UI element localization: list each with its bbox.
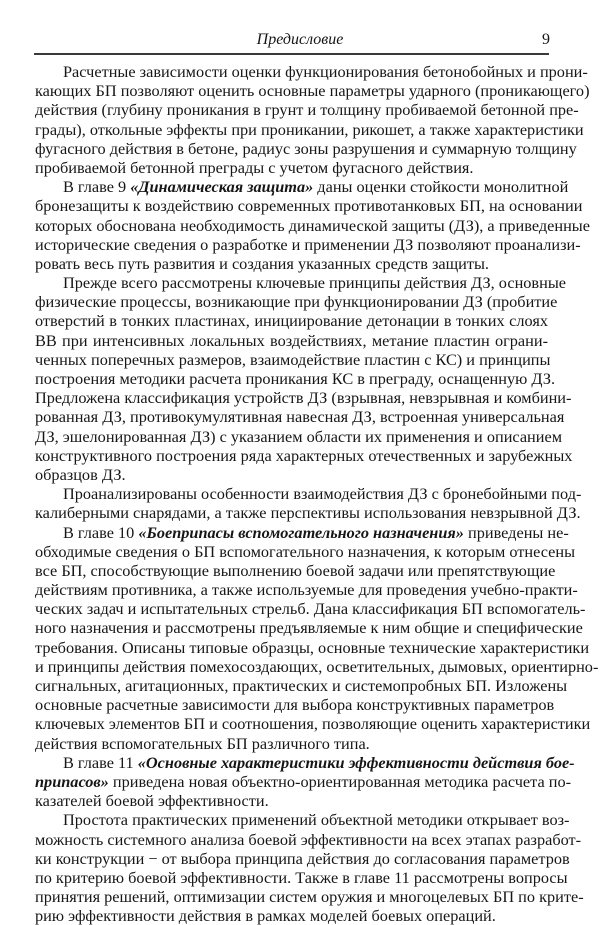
paragraph [35, 177, 590, 273]
text-segment: приведены не- [463, 522, 569, 542]
text-line [35, 580, 578, 600]
text-segment: Прежде всего рассмотрены ключевые принципы действия ДЗ, основные [63, 273, 567, 293]
text-line [35, 503, 581, 523]
text-segment: ческих задач и испытательных стрельб. Дана классификация БП вспомогатель- [35, 599, 586, 619]
text-segment: действиям противника, а также используемые для проведения учебно-практи- [35, 580, 578, 600]
text-line [35, 848, 570, 868]
header-rule [34, 53, 549, 55]
text-line [35, 292, 558, 312]
chapter-title: «Основные характеристики эффективности действия бое- [137, 752, 575, 772]
text-line [35, 829, 582, 849]
text-segment: Расчетные зависимости оценки функционирования бетонобойных и прони- [63, 62, 588, 81]
text-segment: требования. Описаны типовые образцы, основные технические характеристики [35, 637, 590, 657]
page-number: 9 [542, 31, 550, 48]
paragraph [35, 62, 590, 177]
header-title: Предисловие [256, 31, 344, 48]
text-line [35, 714, 591, 734]
chapter-title: «Динамическая защита» [130, 177, 314, 197]
text-line [35, 637, 590, 657]
text-segment: сигнальных, агитационных, практических и системопробных БП. Изложены [35, 676, 568, 695]
text-segment: пробиваемой бетонной преграды с учетом фугасного действия. [35, 157, 474, 177]
text-segment: В главе 9 [63, 177, 131, 197]
text-segment: образцов ДЗ. [35, 464, 126, 484]
text-line [35, 254, 548, 273]
paragraph [35, 810, 584, 925]
text-segment: ВВ при интенсивных локальных воздействиях, метание пластин ограни- [35, 330, 548, 350]
text-segment: конструктивного построения ряда характерных отечественных и зарубежных [35, 445, 573, 465]
text-segment: В главе 10 [63, 522, 139, 542]
text-line [35, 407, 565, 427]
paragraph [35, 273, 573, 484]
text-line [35, 465, 548, 484]
text-line [35, 445, 573, 465]
text-segment: Проанализированы особенности взаимодействия ДЗ с бронебойными под- [63, 484, 582, 504]
text-segment: обходимые сведения о БП вспомогательного назначения, к которым отнесены [35, 541, 576, 561]
text-segment: основные расчетные зависимости для выбора конструктивных параметров [35, 695, 555, 715]
text-line [35, 656, 599, 676]
text-line [35, 138, 577, 158]
text-segment: принятия решений, оптимизации систем оружия и многоцелевых БП по крите- [35, 887, 584, 907]
text-line [35, 887, 584, 907]
text-line [35, 81, 590, 101]
text-segment: Предложена классификация устройств ДЗ (взрывная, невзрывная и комбини- [35, 388, 572, 408]
text-segment: ключевых элементов БП и соотношения, позволяющие оценить характеристики [35, 714, 591, 734]
text-line [35, 369, 556, 388]
text-line [35, 867, 568, 887]
text-line [35, 388, 572, 408]
text-line [35, 215, 590, 235]
text-line [35, 560, 556, 580]
text-segment: можность системного анализа боевой эффективности на всех этапах разработ- [35, 829, 582, 849]
paragraph [35, 484, 582, 523]
text-line [35, 541, 576, 561]
text-segment: и принципы действия помехосоздающих, осветительных, дымовых, ориентирно- [35, 656, 599, 676]
text-line [35, 311, 548, 330]
text-segment: рованная ДЗ, противокумулятивная навесная ДЗ, встроенная универсальная [35, 407, 565, 427]
text-line [35, 62, 588, 81]
text-line [35, 791, 548, 810]
text-segment: рию эффективности действия в рамках моделей боевых операций. [35, 906, 496, 925]
text-segment: приведена новая объектно-ориентированная методика расчета по- [108, 771, 572, 791]
text-line [35, 331, 548, 350]
text-line [35, 906, 548, 925]
text-segment: ровать весь путь развития и создания указанных средств защиты. [35, 253, 490, 273]
text-line [35, 273, 567, 293]
text-segment: которых обоснована необходимость динамической защиты (ДЗ), а приведенные [35, 215, 590, 235]
page-body [35, 62, 599, 925]
text-line [35, 618, 583, 638]
text-line [35, 810, 570, 830]
text-segment: грады), откольные эффекты при проникании, рикошет, а также характеристики [35, 119, 584, 139]
text-line [35, 734, 548, 753]
text-line [35, 771, 572, 791]
text-segment: казателей боевой эффективности. [35, 791, 269, 811]
text-line [35, 599, 586, 619]
text-line [35, 676, 568, 695]
text-segment: ного назначения и рассмотрены предъявляемые к ним общие и специфические [35, 618, 583, 638]
text-segment: действия (глубину проникания в грунт и толщину пробиваемой бетонной пре- [35, 100, 579, 120]
text-line [35, 695, 555, 715]
text-segment: бронезащиты к воздействию современных противотанковых БП, на основании [35, 196, 583, 216]
text-segment: ченных поперечных размеров, взаимодействие пластин с КС) и принципы [35, 349, 551, 369]
text-segment: отверстий в тонких пластинах, инициирование детонации в тонких слоях [35, 311, 548, 331]
text-segment: фугасного действия в бетоне, радиус зоны разрушения и суммарную толщину [35, 138, 577, 158]
text-segment: калиберными снарядами, а также перспективы использования невзрывной ДЗ. [35, 503, 581, 523]
text-line [35, 522, 569, 542]
text-segment: по критерию боевой эффективности. Также в главе 11 рассмотрены вопросы [35, 867, 568, 887]
text-line [35, 196, 583, 216]
text-line [35, 234, 581, 254]
text-segment: В главе 11 [63, 752, 138, 772]
text-segment: действия вспомогательных БП различного типа. [35, 733, 370, 753]
text-segment: кающих БП позволяют оценить основные параметры ударного (проникающего) [35, 81, 590, 101]
text-line [35, 349, 551, 369]
text-line [35, 158, 548, 177]
text-segment: ки конструкции − от выбора принципа действия до согласования параметров [35, 848, 570, 868]
text-line [35, 752, 575, 772]
text-segment: даны оценки стойкости монолитной [313, 177, 569, 197]
text-line [35, 426, 563, 446]
text-line [35, 177, 569, 197]
text-segment: Простота практических применений объектной методики открывает воз- [63, 810, 570, 830]
text-segment: построения методики расчета проникания КС в преграду, оснащенную ДЗ. [35, 369, 556, 388]
text-segment: ДЗ, эшелонированная ДЗ) с указанием области их применения и описанием [35, 426, 563, 446]
text-line [35, 100, 579, 120]
text-segment: исторические сведения о разработке и применении ДЗ позволяют проанализи- [35, 234, 581, 254]
text-line [35, 119, 584, 139]
text-segment: все БП, способствующие выполнению боевой задачи или препятствующие [35, 560, 556, 580]
chapter-title: «Боеприпасы вспомогательного назначения» [138, 522, 464, 542]
text-segment: физические процессы, возникающие при функционировании ДЗ (пробитие [35, 292, 558, 312]
chapter-title: припасов» [35, 771, 109, 791]
paragraph [35, 752, 575, 811]
text-line [35, 484, 582, 504]
paragraph [35, 522, 599, 753]
